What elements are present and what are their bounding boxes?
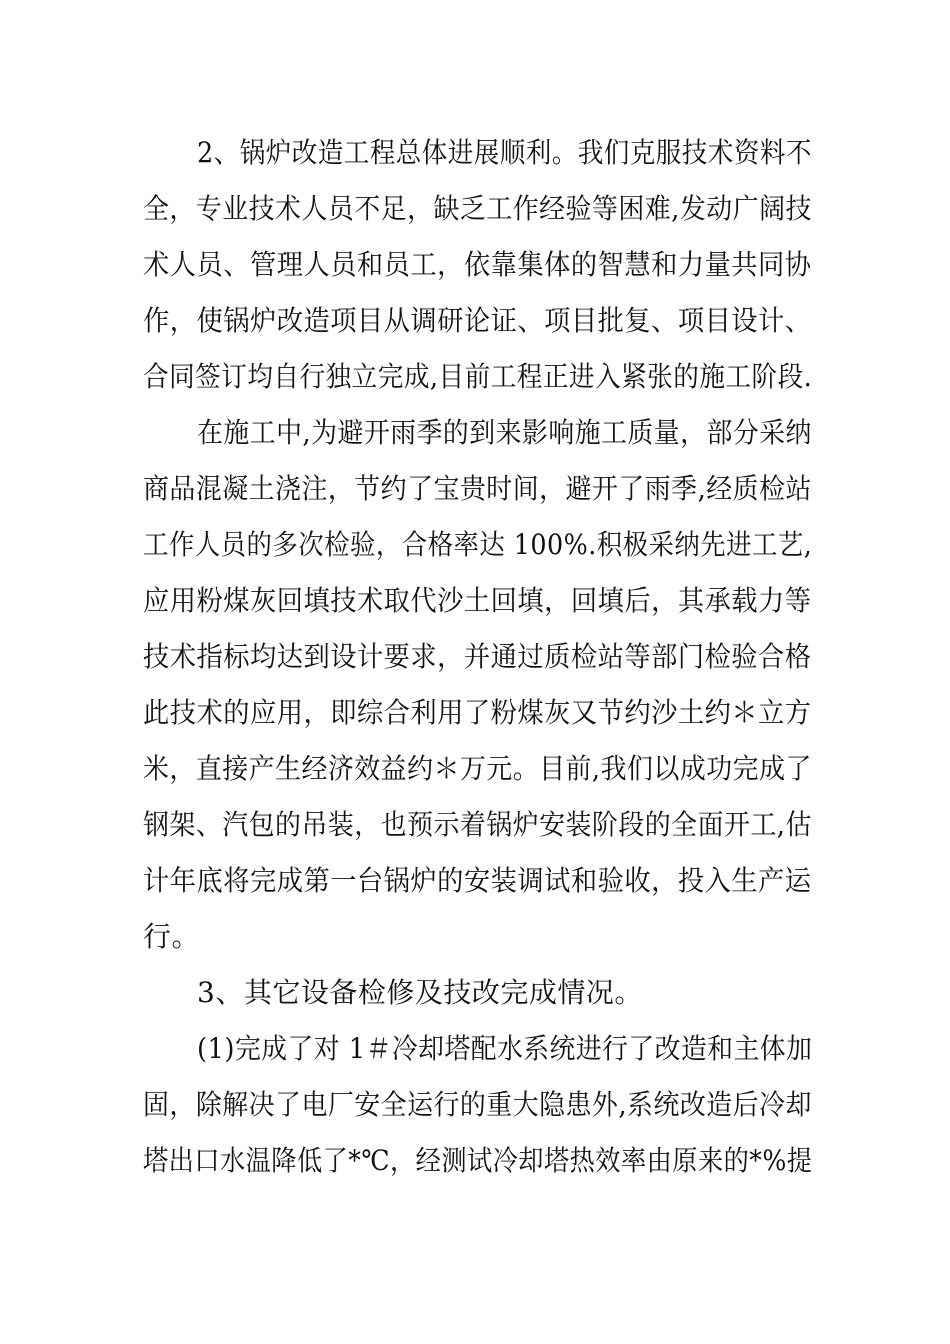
paragraph-line: 全，专业技术人员不足，缺乏工作经验等困难,发动广阔技 (143, 192, 812, 225)
paragraph-line: 固，除解决了电厂安全运行的重大隐患外,系统改造后冷却 (143, 1088, 812, 1121)
paragraph-line: 行。 (143, 920, 201, 953)
paragraph-line: 合同签订均自行独立完成,目前工程正进入紧张的施工阶段. (143, 360, 813, 393)
paragraph-line: 作，使锅炉改造项目从调研论证、项目批复、项目设计、 (143, 304, 812, 337)
paragraph-line: 工作人员的多次检验，合格率达 100%.积极采纳先进工艺, (143, 528, 813, 561)
paragraph-line: 应用粉煤灰回填技术取代沙土回填，回填后，其承载力等 (143, 584, 812, 617)
paragraph-line: 2、锅炉改造工程总体进展顺利。我们克服技术资料不 (197, 136, 812, 169)
paragraph-line: 塔出口水温降低了*℃，经测试冷却塔热效率由原来的*%提 (143, 1144, 813, 1177)
paragraph-line: (1)完成了对 1＃冷却塔配水系统进行了改造和主体加 (197, 1032, 813, 1065)
paragraph-line: 计年底将完成第一台锅炉的安装调试和验收，投入生产运 (143, 864, 812, 897)
paragraph-line: 钢架、汽包的吊装，也预示着锅炉安装阶段的全面开工,估 (143, 808, 812, 841)
paragraph-line: 术人员、管理人员和员工，依靠集体的智慧和力量共同协 (143, 248, 812, 281)
section-heading: 3、其它设备检修及技改完成情况。 (197, 976, 643, 1009)
paragraph-line: 米，直接产生经济效益约＊万元。目前,我们以成功完成了 (143, 752, 812, 785)
paragraph-line: 此技术的应用，即综合利用了粉煤灰又节约沙土约＊立方 (143, 696, 812, 729)
paragraph-line: 商品混凝土浇注，节约了宝贵时间，避开了雨季,经质检站 (143, 472, 812, 505)
paragraph-line: 在施工中,为避开雨季的到来影响施工质量，部分采纳 (197, 416, 812, 449)
paragraph-line: 技术指标均达到设计要求，并通过质检站等部门检验合格 (143, 640, 812, 673)
